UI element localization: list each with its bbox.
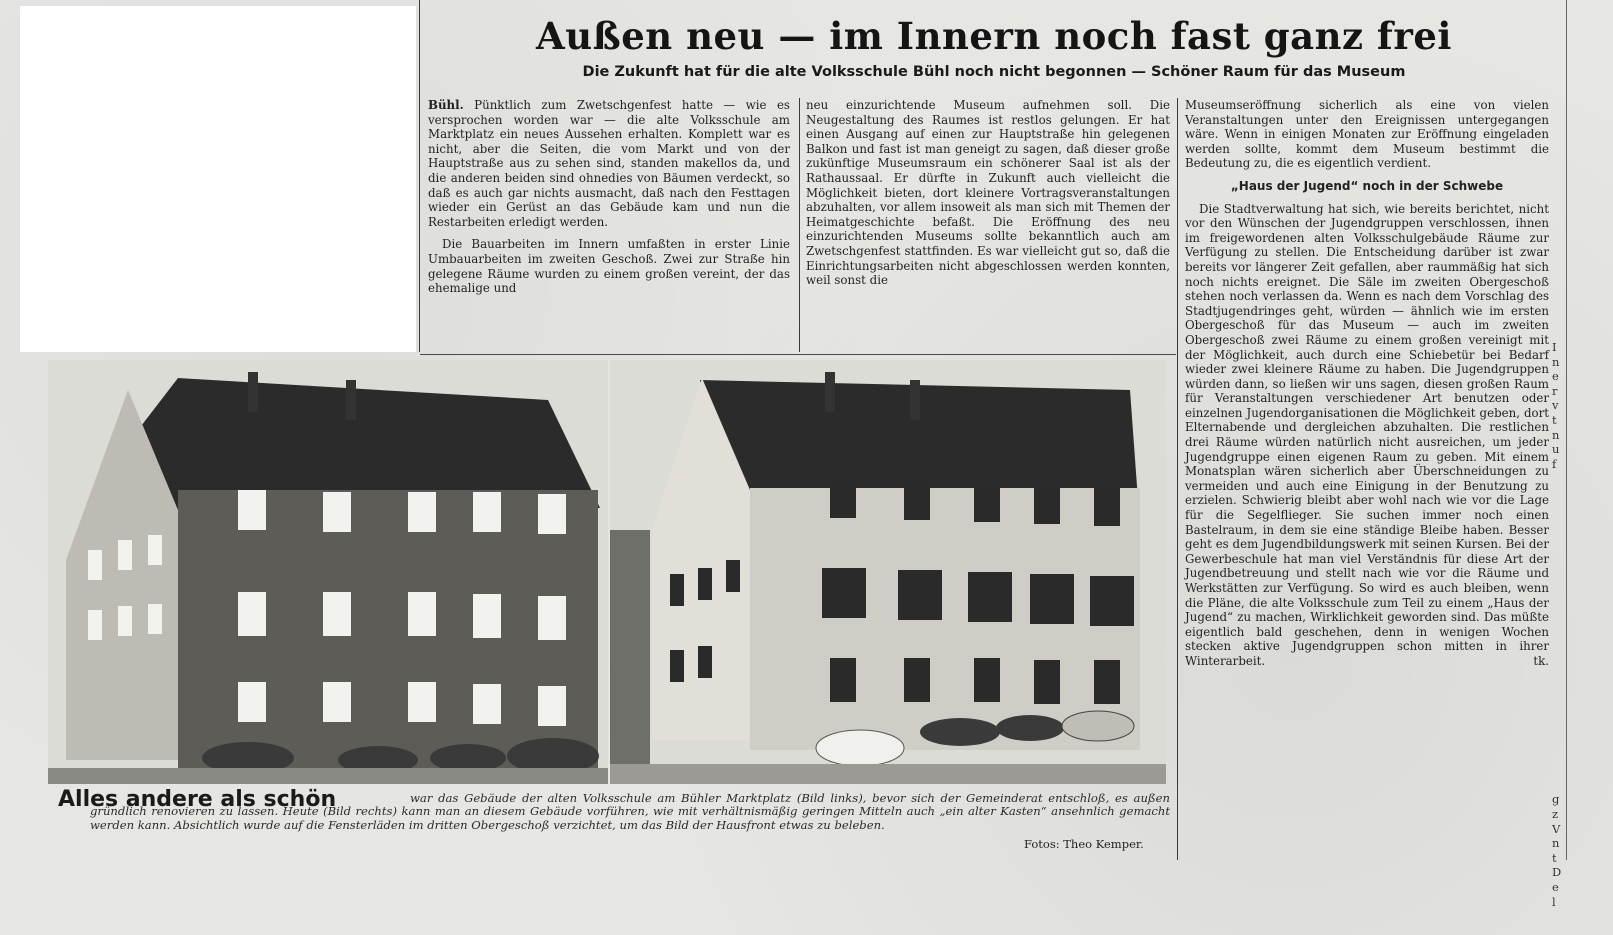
author-signature: tk. bbox=[1533, 653, 1549, 668]
column-1-paragraph-2: Die Bauarbeiten im Innern umfaßten in erster Linie Umbauarbeiten im zweiten Geschoß. Zwei zur Straße hin gelegene Räume wurden zu einem großen vereint, der das ehemalige und bbox=[428, 237, 790, 296]
edge-letter bbox=[1552, 486, 1568, 501]
edge-letter: n bbox=[1552, 354, 1560, 369]
column-2-paragraph-1: neu einzurichtende Museum aufnehmen soll. Die Neugestaltung des Raumes ist restlos gelungen. Er hat einen Ausgang auf einen zur Hauptstraße hin gelegenen Balkon und fast ist man geneigt zu sagen, daß dieser große zukünftige Museumsraum ein schönerer Saal ist als der Rathaussaal. Er dürfte in Zukunft auch vielleicht die Möglichkeit bieten, dort kleinere Vortragsveranstaltungen abzuhalten, vor allem insoweit als man sich mit Themen der Heimatgeschichte befaßt. Die Eröffnung des neu einzurichtenden Museums sollte bekanntlich auch am Zwetschgenfest stattfinden. Es war vielleicht gut so, daß die Einrichtungsarbeiten nicht abgeschlossen werden konnten, weil sonst die bbox=[806, 98, 1170, 288]
edge-letter: t bbox=[1552, 850, 1557, 865]
edge-letter bbox=[1552, 515, 1568, 530]
column-3-body-text: Die Stadtverwaltung hat sich, wie bereits berichtet, nicht vor den Wünschen der Jugendgruppen verschlossen, ihnen im freigewordenen alten Volksschulgebäude Räume zur Verfügung zu stellen. Die Entscheidung darüber ist zwar bereits vor längerer Zeit gefallen, aber raummäßig hat sich noch nichts ereignet. Die Säle im zweiten Obergeschoß stehen noch verlassen da. Wenn es nach dem Vorschlag des Stadtjugendringes geht, würden — ähnlich wie im ersten Obergeschoß für das Museum — auch im zweiten Obergeschoß zwei Räume zu einem großen vereinigt mit der Möglichkeit, auch durch eine Schiebetür bei Bedarf wieder zwei kleinere Räume zu haben. Die Jugendgruppen würden dann, so ließen wir uns sagen, diesen großen Raum für Veranstaltungen verschiedener Art benutzen oder einzelnen Jugendorganisationen die Möglichkeit geben, dort Elternabende und dergleichen abzuhalten. Die restlichen drei Räume würden natürlich nicht ausreichen, um jeder Jugendgruppe einen eigenen Raum zu geben. Mit einem Monatsplan wären sicherlich aber Überschneidungen zu vermeiden und auch eine Einigung in der Benutzung zu erzielen. Schwierig bleibt aber wohl nach wie vor die Lage für die Segelflieger. Sie suchen immer noch einen Bastelraum, in dem sie eine ständige Bleibe haben. Besser geht es dem Jugendbildungswerk mit seinen Kursen. Bei der Gewerbeschule hat man viel Verständnis für diese Art der Jugendbetreuung und stellt nach wie vor die Räume und Werkstätten zur Verfügung. So wird es auch bleiben, wenn die Pläne, die alte Volksschule zum Teil zu einem „Haus der Jugend“ zu machen, Wirklichkeit geworden sind. Das müßte eigentlich bald geschehen, denn in wenigen Wochen stecken aktive Jugendgruppen schon mitten in ihrer Winterarbeit. bbox=[1185, 201, 1549, 668]
caption-text: war das Gebäude der alten Volksschule am Bühler Marktplatz (Bild links), bevor sich der Gemeinderat entschloß, es außen gründlich renovieren zu lassen. Heute (Bild rechts) kann man an diesem Gebäude vorführen, wie mit verhältnismäßig geringen Mitteln auch „ein alter Kasten“ ansehnlich gemacht werden kann. Absichtlich wurde auf die Fensterläden im dritten Obergeschoß verzichtet, um das Bild der Hausfront etwas zu beleben. bbox=[90, 791, 1170, 832]
building-before-illustration bbox=[48, 360, 608, 784]
edge-letter: e bbox=[1552, 369, 1559, 384]
photo-after bbox=[610, 360, 1166, 784]
column-rule-left bbox=[419, 0, 420, 352]
edge-letter: n bbox=[1552, 427, 1560, 442]
edge-letter: f bbox=[1552, 456, 1557, 471]
column-rule-2 bbox=[1177, 98, 1178, 860]
neighbour-column-fragment bbox=[1552, 340, 1568, 909]
edge-letter bbox=[1552, 778, 1568, 793]
column-3-subheading: „Haus der Jugend“ noch in der Schwebe bbox=[1230, 178, 1504, 193]
edge-letter: z bbox=[1552, 807, 1559, 821]
dateline: Bühl. bbox=[428, 98, 464, 112]
redacted-blank-area bbox=[20, 6, 416, 352]
edge-letter bbox=[1552, 763, 1568, 778]
edge-letter: I bbox=[1552, 340, 1557, 354]
edge-letter: v bbox=[1552, 398, 1559, 413]
edge-letter: V bbox=[1552, 821, 1561, 836]
edge-letter bbox=[1552, 617, 1568, 632]
edge-letter bbox=[1552, 749, 1568, 764]
edge-letter bbox=[1552, 559, 1568, 574]
article-column-1 bbox=[428, 98, 790, 304]
edge-letter bbox=[1552, 603, 1568, 618]
caption-title: Alles andere als schön bbox=[58, 787, 337, 812]
edge-letter bbox=[1552, 690, 1568, 705]
photo-credit: Fotos: Theo Kemper. bbox=[1024, 837, 1144, 851]
photo-top-rule bbox=[420, 354, 1176, 355]
edge-letter bbox=[1552, 705, 1568, 720]
article-column-3 bbox=[1185, 98, 1549, 677]
edge-letter bbox=[1552, 676, 1568, 691]
subheadline: Die Zukunft hat für die alte Volksschule Bühl noch nicht begonnen — Schöner Raum für das Museum bbox=[582, 64, 1406, 80]
edge-letter: D bbox=[1552, 865, 1562, 880]
edge-letter bbox=[1552, 501, 1568, 516]
edge-letter: l bbox=[1552, 894, 1556, 909]
edge-letter bbox=[1552, 646, 1568, 661]
article-column-2 bbox=[806, 98, 1170, 296]
edge-letter: r bbox=[1552, 383, 1558, 398]
edge-letter bbox=[1552, 734, 1568, 749]
edge-letter bbox=[1552, 574, 1568, 589]
edge-letter bbox=[1552, 719, 1568, 734]
edge-letter: u bbox=[1552, 442, 1560, 457]
edge-letter bbox=[1552, 471, 1568, 486]
column-3-body bbox=[1185, 202, 1549, 669]
edge-letter bbox=[1552, 544, 1568, 559]
edge-letter bbox=[1552, 588, 1568, 603]
edge-letter: t bbox=[1552, 412, 1557, 427]
column-3-intro: Museumseröffnung sicherlich als eine von vielen Veranstaltungen unter den Ereignissen untergegangen wäre. Wenn in einigen Monaten zur Eröffnung eingeladen werden sollte, kommt dem Museum bestimmt die Bedeutung zu, die es eigentlich verdient. bbox=[1185, 98, 1549, 171]
edge-letter: e bbox=[1552, 879, 1559, 894]
photo-before bbox=[48, 360, 608, 784]
edge-letter bbox=[1552, 661, 1568, 676]
edge-letter bbox=[1552, 530, 1568, 545]
column-1-paragraph-1 bbox=[428, 98, 790, 229]
column-rule-1 bbox=[799, 98, 800, 352]
column-1-text-1: Pünktlich zum Zwetschgenfest hatte — wie es versprochen worden war — die alte Volksschule am Marktplatz ein neues Aussehen erhalten. Komplett war es nicht, aber die Seiten, die vom Markt und von der Hauptstraße aus zu sehen sind, standen makellos da, und die anderen beiden sind ohnedies von Bäumen verdeckt, so daß es auch gar nichts ausmacht, daß nach den Festtagen wieder ein Gerüst an das Gebäude kam und nun die Restarbeiten erledigt werden. bbox=[428, 98, 790, 229]
edge-letter: n bbox=[1552, 836, 1560, 851]
building-after-illustration bbox=[610, 360, 1166, 784]
edge-letter bbox=[1552, 632, 1568, 647]
edge-letter: g bbox=[1552, 792, 1560, 807]
headline: Außen neu — im Innern noch fast ganz frei bbox=[536, 14, 1452, 58]
